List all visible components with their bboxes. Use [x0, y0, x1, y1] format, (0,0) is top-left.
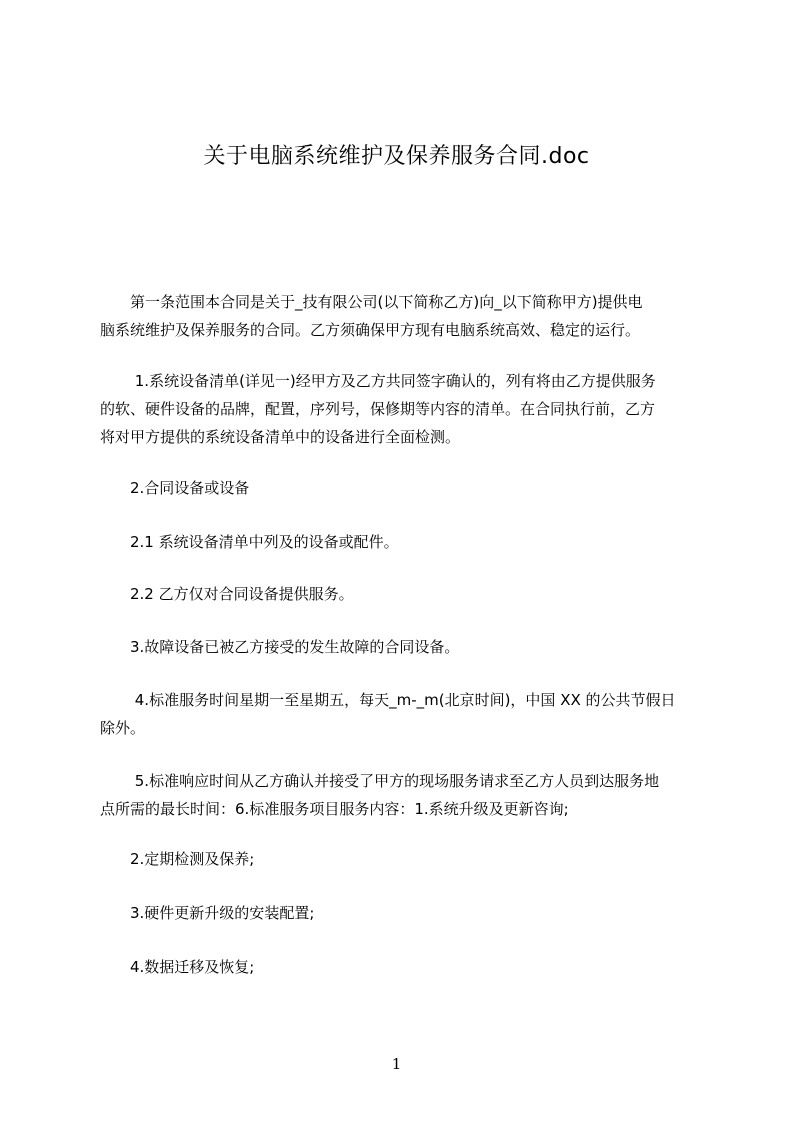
- paragraph-2-2: [100, 580, 700, 608]
- text-line: 的软、硬件设备的品牌，配置，序列号，保修期等内容的清单。在合同执行前，乙方: [100, 400, 656, 418]
- text-line: 2.合同设备或设备: [100, 479, 250, 497]
- paragraph-faulty-equipment: [100, 633, 700, 661]
- paragraph-scope: [100, 288, 700, 344]
- paragraph-contract-equipment: [100, 474, 700, 502]
- paragraph-service-time: [100, 686, 700, 742]
- text-line: 点所需的最长时间：6.标准服务项目服务内容：1.系统升级及更新咨询;: [100, 800, 569, 818]
- paragraph-response-time: [100, 767, 700, 823]
- paragraph-equipment-list: [100, 367, 700, 451]
- document-title: 关于电脑系统维护及保养服务合同.doc: [203, 144, 590, 169]
- text-line: 除外。: [100, 719, 146, 737]
- text-line: 脑系统维护及保养服务的合同。乙方须确保甲方现有电脑系统高效、稳定的运行。: [100, 321, 641, 339]
- text-line: 第一条范围本合同是关于_技有限公司(以下简称乙方)向_以下简称甲方)提供电: [100, 293, 643, 311]
- text-line: 3.硬件更新升级的安装配置;: [100, 904, 315, 922]
- paragraph-2-1: [100, 528, 700, 556]
- paragraph-data-migration: [100, 953, 700, 981]
- text-line: 4.标准服务时间星期一至星期五，每天_m-_m(北京时间)，中国 XX 的公共节假日: [100, 691, 676, 709]
- text-line: 5.标准响应时间从乙方确认并接受了甲方的现场服务请求至乙方人员到达服务地: [100, 772, 660, 790]
- text-line: 2.1 系统设备清单中列及的设备或配件。: [100, 533, 399, 551]
- text-line: 2.2 乙方仅对合同设备提供服务。: [100, 585, 354, 603]
- text-line: 将对甲方提供的系统设备清单中的设备进行全面检测。: [100, 428, 461, 446]
- page-number: 1: [391, 1055, 402, 1073]
- paragraph-hardware-upgrade: [100, 899, 700, 927]
- text-line: 2.定期检测及保养;: [100, 850, 255, 868]
- text-line: 4.数据迁移及恢复;: [100, 958, 255, 976]
- text-line: 3.故障设备已被乙方接受的发生故障的合同设备。: [100, 638, 460, 656]
- text-line: 1.系统设备清单(详见一)经甲方及乙方共同签字确认的，列有将由乙方提供服务: [100, 372, 656, 390]
- paragraph-periodic-check: [100, 845, 700, 873]
